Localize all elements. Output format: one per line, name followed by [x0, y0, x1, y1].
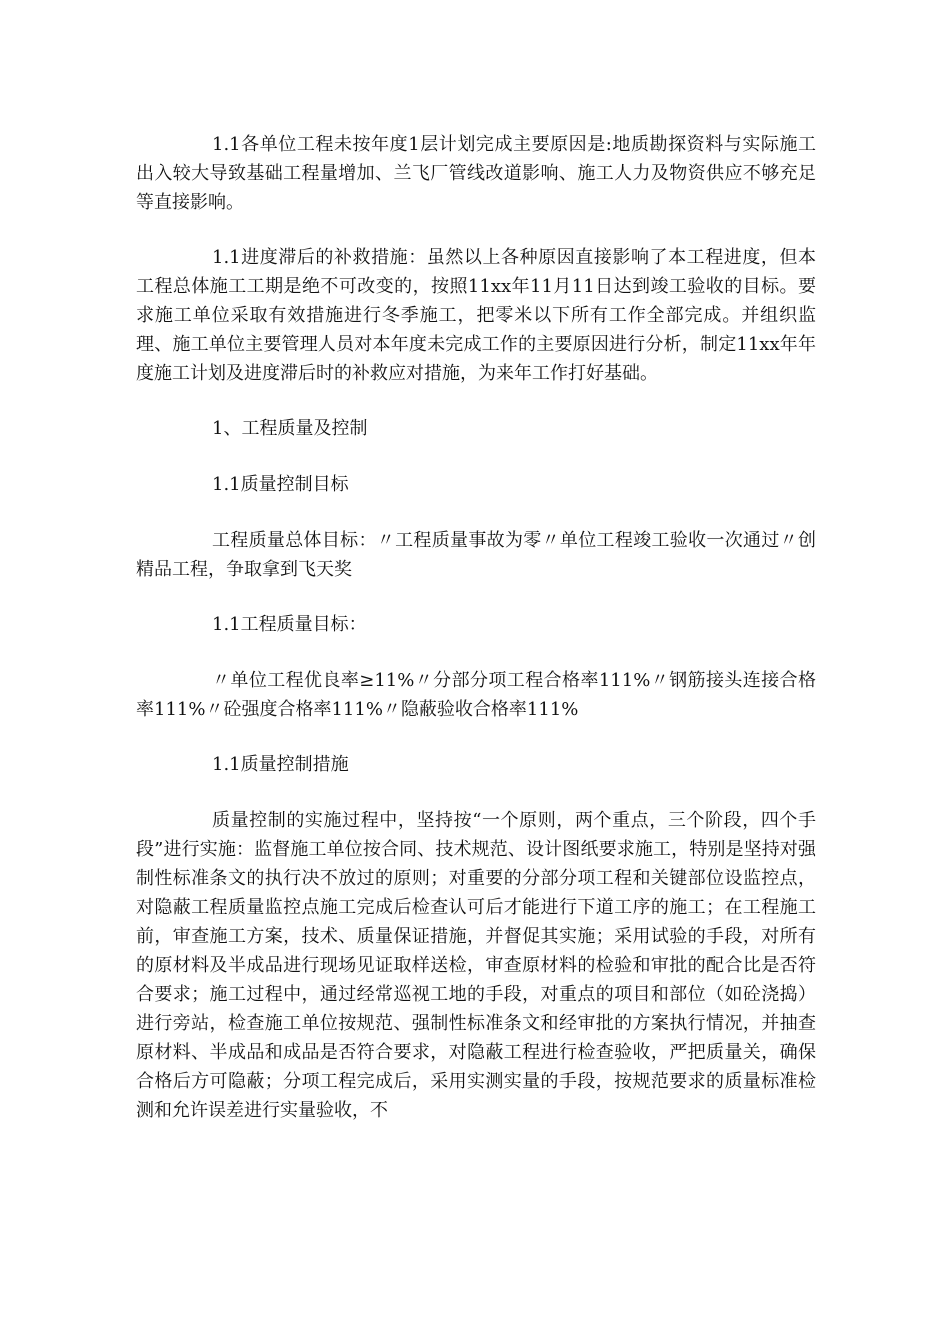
heading-quality-measures: 1.1质量控制措施 [212, 754, 349, 775]
paragraph-quality-rates: 〃单位工程优良率≥11%〃分部分项工程合格率111%〃钢筋接头连接合格率111%〃砼强度合格率111%〃隐蔽验收合格率111% [136, 670, 816, 720]
heading-quality-goal: 1.1质量控制目标 [212, 474, 349, 495]
paragraph-overall-quality-goal: 工程质量总体目标：〃工程质量事故为零〃单位工程竣工验收一次通过〃创精品工程，争取拿到飞天奖 [136, 530, 816, 580]
paragraph-progress-reasons: 1.1各单位工程未按年度1层计划完成主要原因是:地质勘探资料与实际施工出入较大导致基础工程量增加、兰飞厂管线改道影响、施工人力及物资供应不够充足等直接影响。 [136, 134, 816, 213]
paragraph-remedial-measures: 1.1进度滞后的补救措施：虽然以上各种原因直接影响了本工程进度，但本工程总体施工工期是绝不可改变的，按照11xx年11月11日达到竣工验收的目标。要求施工单位采取有效措施进行冬季施工，把零米以下所有工作全部完成。并组织监理、施工单位主要管理人员对本年度未完成工作的主要原因进行分析，制定11xx年年度施工计划及进度滞后时的补救应对措施，为来年工作打好基础。 [136, 247, 816, 384]
paragraph-quality-process: 质量控制的实施过程中，坚持按“一个原则，两个重点，三个阶段，四个手段”进行实施：监督施工单位按合同、技术规范、设计图纸要求施工，特别是坚持对强制性标准条文的执行决不放过的原则；对重要的分部分项工程和关键部位设监控点，对隐蔽工程质量监控点施工完成后检查认可后才能进行下道工序的施工；在工程施工前，审查施工方案，技术、质量保证措施，并督促其实施；采用试验的手段，对所有的原材料及半成品进行现场见证取样送检，审查原材料的检验和审批的配合比是否符合要求；施工过程中，通过经常巡视工地的手段，对重点的项目和部位（如砼浇捣）进行旁站，检查施工单位按规范、强制性标准条文和经审批的方案执行情况，并抽查原材料、半成品和成品是否符合要求，对隐蔽工程进行检查验收，严把质量关，确保合格后方可隐蔽；分项工程完成后，采用实测实量的手段，按规范要求的质量标准检测和允许误差进行实量验收，不 [136, 810, 816, 1121]
heading-engineering-quality-goal: 1.1工程质量目标： [212, 614, 367, 635]
document-body [136, 130, 816, 1151]
heading-quality-control: 1、工程质量及控制 [212, 418, 368, 439]
